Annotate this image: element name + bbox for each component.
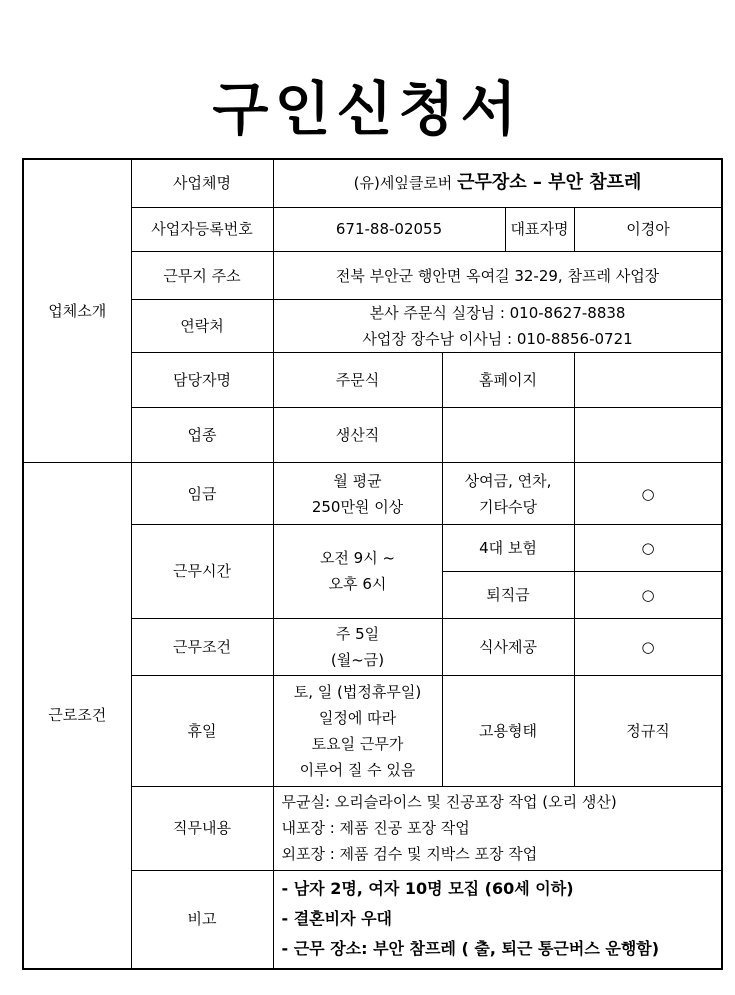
hours-label: 근무시간 <box>131 525 273 618</box>
address-value: 전북 부안군 행안면 옥여길 32-29, 참프레 사업장 <box>273 251 722 299</box>
remarks-line: - 근무 장소: 부안 참프레 ( 출, 퇴근 통근버스 운행함) <box>281 939 660 959</box>
contact-line: 사업장 장수남 이사님 : 010-8856-0721 <box>362 330 633 349</box>
duty-line: 무균실: 오리슬라이스 및 진공포장 작업 (오리 생산) <box>281 793 617 812</box>
homepage-value <box>574 353 722 407</box>
section-conditions-label: 근로조건 <box>23 462 131 969</box>
insurance-check-mark: ○ <box>574 525 722 572</box>
holiday-label: 휴일 <box>131 675 273 786</box>
meal-check-mark: ○ <box>574 618 722 675</box>
remarks-value <box>273 870 722 969</box>
workdays-label: 근무조건 <box>131 618 273 675</box>
homepage-label: 홈페이지 <box>442 353 574 407</box>
bonus-label-line: 기타수당 <box>479 497 537 516</box>
wage-line: 월 평균 <box>333 471 382 490</box>
workdays-value <box>273 618 442 675</box>
remarks-line: - 결혼비자 우대 <box>281 909 393 929</box>
holiday-line: 이루어 질 수 있음 <box>299 760 416 779</box>
bonus-label-line: 상여금, 연차, <box>464 471 552 490</box>
ceo-label: 대표자명 <box>505 207 574 251</box>
severance-check-mark: ○ <box>574 572 722 618</box>
contact-label: 연락처 <box>131 300 273 353</box>
manager-value: 주문식 <box>273 353 442 407</box>
holiday-line: 토요일 근무가 <box>311 734 404 753</box>
company-name-highlight: 근무장소 – 부안 참프레 <box>457 172 642 194</box>
industry-label: 업종 <box>131 407 273 462</box>
duty-line: 내포장 : 제품 진공 포장 작업 <box>281 819 470 838</box>
company-name-label: 사업체명 <box>131 159 273 207</box>
reg-number-label: 사업자등록번호 <box>131 207 273 251</box>
row-wage <box>23 462 722 524</box>
contact-value <box>273 300 722 353</box>
remarks-line: - 남자 2명, 여자 10명 모집 (60세 이하) <box>281 879 574 899</box>
document-title: 구인신청서 <box>212 75 523 143</box>
holiday-line: 토, 일 (법정휴무일) <box>293 682 422 701</box>
wage-value <box>273 462 442 524</box>
reg-number-value: 671-88-02055 <box>273 207 505 251</box>
hours-line: 오후 6시 <box>328 575 387 594</box>
ceo-value: 이경아 <box>574 207 722 251</box>
bonus-check-mark: ○ <box>574 462 722 524</box>
company-name-value <box>273 159 722 207</box>
duty-value <box>273 786 722 870</box>
workdays-line: 주 5일 <box>335 624 380 643</box>
employment-label: 고용형태 <box>442 675 574 786</box>
remarks-label: 비고 <box>131 870 273 969</box>
section-company-label: 업체소개 <box>23 159 131 462</box>
wage-line: 250만원 이상 <box>311 497 404 516</box>
company-name-prefix: (유)세잎클로버 <box>353 174 453 193</box>
row-company-name <box>23 159 722 207</box>
industry-empty-cell-2 <box>574 407 722 462</box>
holiday-value <box>273 675 442 786</box>
duty-label: 직무내용 <box>131 786 273 870</box>
hours-value <box>273 525 442 618</box>
hours-line: 오전 9시 ~ <box>319 549 396 568</box>
industry-value: 생산직 <box>273 407 442 462</box>
meal-label: 식사제공 <box>442 618 574 675</box>
duty-line: 외포장 : 제품 검수 및 지박스 포장 작업 <box>281 845 538 864</box>
employment-value: 정규직 <box>574 675 722 786</box>
manager-label: 담당자명 <box>131 353 273 407</box>
workdays-line: (월~금) <box>330 650 385 669</box>
contact-line: 본사 주문식 실장님 : 010-8627-8838 <box>369 304 626 323</box>
address-label: 근무지 주소 <box>131 251 273 299</box>
industry-empty-cell <box>442 407 574 462</box>
application-form-table <box>22 158 723 970</box>
bonus-label <box>442 462 574 524</box>
severance-label: 퇴직금 <box>442 572 574 618</box>
holiday-line: 일정에 따라 <box>318 708 397 727</box>
wage-label: 임금 <box>131 462 273 524</box>
insurance-label: 4대 보험 <box>442 525 574 572</box>
